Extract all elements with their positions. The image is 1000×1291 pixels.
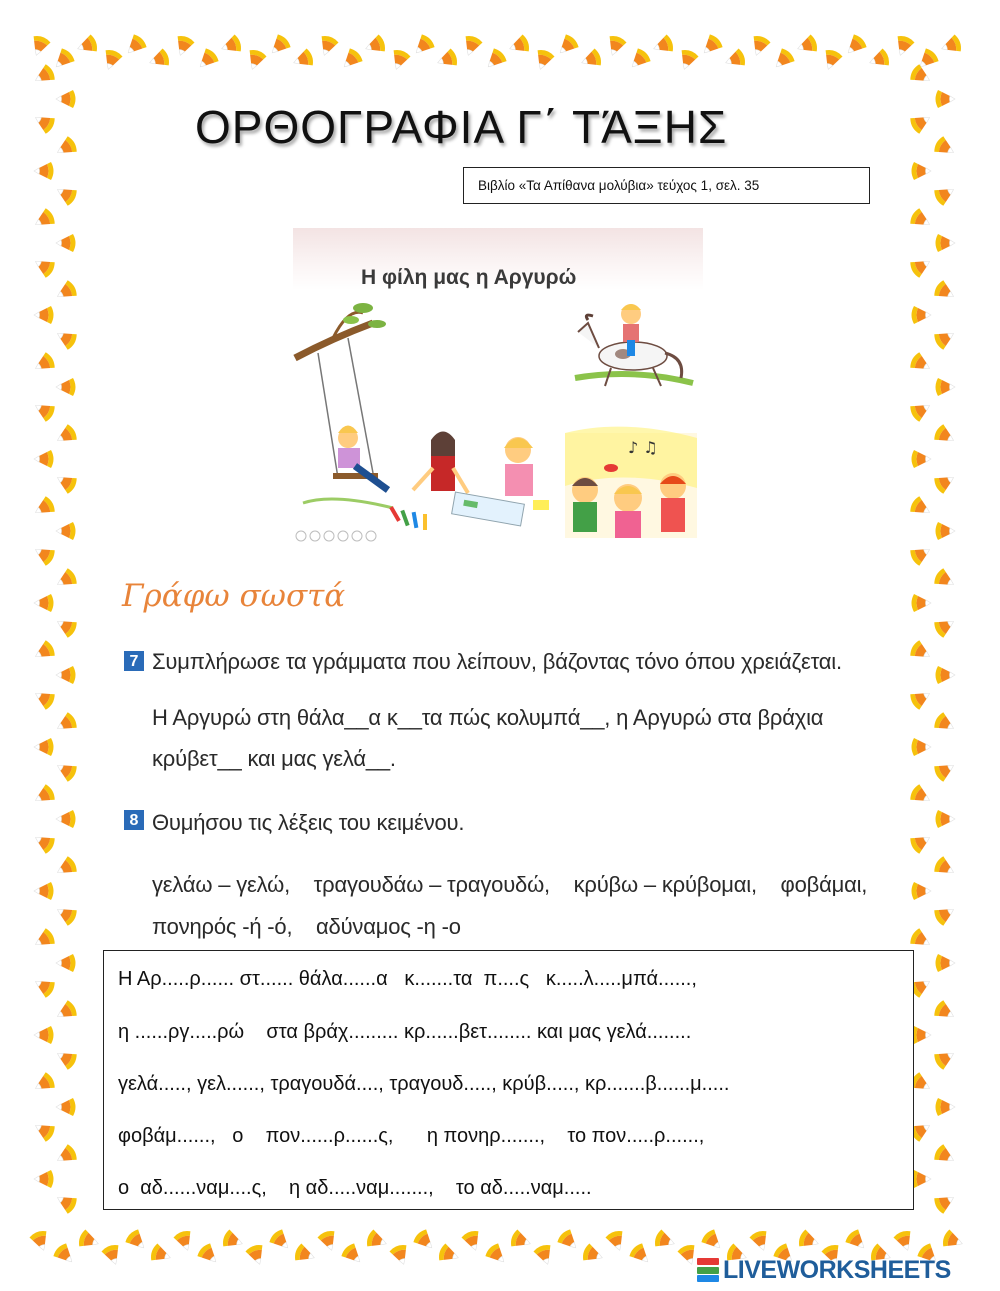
slide-toolbar [296,531,376,541]
candy-corn-icon [556,1228,583,1255]
exercise-7-line-2: κρύβετ__ και μας γελά__. [152,746,396,771]
candy-corn-icon [268,1228,295,1255]
candy-corn-icon [34,1026,54,1044]
candy-corn-icon [912,162,932,180]
candy-corn-icon [56,954,76,972]
candy-corn-icon [749,1229,773,1253]
candy-corn-icon [700,1228,727,1255]
candy-corn-icon [219,34,243,58]
candy-corn-icon [507,34,531,58]
candy-corn-icon [797,1229,821,1253]
candy-corn-icon [31,639,57,664]
candy-corn-icon [244,48,268,72]
candy-corn-icon [844,1228,871,1255]
candy-corn-icon [908,351,934,376]
candy-corn-icon [53,182,79,207]
candy-corn-icon [939,34,963,58]
swing-picture [295,303,393,508]
candy-corn-icon [34,162,54,180]
candy-corn-icon [912,450,932,468]
candy-corn-icon [365,1229,389,1253]
candy-corn-icon [317,1229,341,1253]
candy-corn-icon [509,1229,533,1253]
candy-corn-icon [293,1243,317,1267]
candy-corn-icon [124,1228,151,1255]
live-badge-icon [697,1258,719,1282]
answer-line-2[interactable]: η ......ργ.....ρώ στα βράχ......... κρ......βετ........ και μας γελά........ [118,1021,692,1043]
candy-corn-icon [748,34,772,58]
candy-corn-icon [908,542,934,567]
candy-corn-icon [412,1228,439,1255]
candy-corn-icon [388,48,412,72]
candy-corn-icon [196,1242,223,1269]
candy-corn-icon [932,1046,958,1071]
candy-corn-icon [936,810,956,828]
horse-picture [568,300,696,390]
candy-corn-icon [484,1242,511,1269]
candy-corn-icon [676,48,700,72]
candy-corn-icon [56,90,76,108]
candy-corn-icon [53,470,79,495]
book-source-box: Βιβλίο «Τα Απίθανα μολύβια» τεύχος 1, σελ. 35 [463,167,870,204]
candy-corn-icon [53,711,79,736]
candy-corn-icon [34,882,54,900]
candy-corn-icon [50,47,77,74]
candy-corn-icon [34,594,54,612]
candy-corn-icon [53,1046,79,1071]
candy-corn-icon [75,34,99,58]
candy-corn-icon [245,1243,269,1267]
candy-corn-icon [56,810,76,828]
candy-corn-icon [651,34,675,58]
candy-corn-icon [31,495,57,520]
drawing-picture [389,432,549,531]
candy-corn-icon [795,34,819,58]
story-illustration [293,228,703,546]
candy-corn-icon [867,48,891,72]
candy-corn-icon [482,47,509,74]
exercise-8-number: 8 [124,810,144,830]
candy-corn-icon [932,1190,958,1215]
candy-corn-icon [932,423,958,448]
candy-corn-icon [53,279,79,304]
candy-corn-icon [581,1243,605,1267]
candy-corn-icon [936,1098,956,1116]
candy-corn-icon [53,758,79,783]
candy-corn-icon [842,33,869,60]
candy-corn-icon [52,1242,79,1269]
candy-corn-icon [56,522,76,540]
candy-corn-icon [28,34,52,58]
candy-corn-icon [908,927,934,952]
candy-corn-icon [56,234,76,252]
candy-corn-icon [316,34,340,58]
candy-corn-icon [53,567,79,592]
candy-corn-icon [912,1026,932,1044]
candy-corn-icon [770,47,797,74]
candy-corn-icon [266,33,293,60]
candy-corn-icon [532,48,556,72]
exercise-7-instruction: Συμπλήρωσε τα γράμματα που λείπουν, βάζοντας τόνο όπου χρειάζεται. [152,649,842,674]
answer-line-1[interactable]: Η Αρ.....ρ...... στ...... θάλα......α κ.......τα π....ς κ.....λ.....μπά......, [118,968,697,990]
candy-corn-icon [100,48,124,72]
logo-text: LIVEWORKSHEETS [723,1256,951,1284]
candy-corn-icon [604,34,628,58]
candy-corn-icon [908,207,934,232]
candy-corn-icon [932,855,958,880]
candy-corn-icon [932,470,958,495]
candy-corn-icon [53,135,79,160]
candy-corn-icon [908,639,934,664]
answer-line-4[interactable]: φοβάμ......, ο πον......ρ......ς, η πονηρ......., το πον.....ρ......, [118,1125,705,1147]
candy-corn-icon [435,48,459,72]
candy-corn-icon [932,999,958,1024]
candy-corn-icon [34,450,54,468]
candy-corn-icon [912,738,932,756]
candy-corn-icon [460,34,484,58]
candy-corn-icon [53,1190,79,1215]
exercise-8-line-2: πονηρός -ή -ό, αδύναμος -η -ο [152,914,461,939]
candy-corn-icon [31,927,57,952]
candy-corn-icon [908,495,934,520]
candy-corn-icon [908,254,934,279]
candy-corn-icon [53,614,79,639]
page-title: ΟΡΘΟΓΡΑΦΙΑ Γ΄ ΤΆΞΗΣ [195,101,728,153]
exercise-7-line-1: Η Αργυρώ στη θάλα__α κ__τα πώς κολυμπά__, η Αργυρώ στα βράχια [152,705,824,730]
candy-corn-icon [893,1229,917,1253]
candy-corn-icon [936,522,956,540]
candy-corn-icon [579,48,603,72]
candy-corn-icon [932,567,958,592]
candy-corn-icon [31,110,57,135]
candy-corn-icon [605,1229,629,1253]
candy-corn-icon [31,398,57,423]
candy-corn-icon [554,33,581,60]
candy-corn-icon [936,234,956,252]
candy-corn-icon [31,542,57,567]
candy-corn-icon [31,254,57,279]
candy-corn-icon [53,902,79,927]
candy-corn-icon [628,1242,655,1269]
candy-corn-icon [56,666,76,684]
candy-corn-icon [912,594,932,612]
candy-corn-icon [34,306,54,324]
answer-line-3[interactable]: γελά....., γελ......, τραγουδά...., τραγουδ....., κρύβ....., κρ.......β......μ..... [118,1073,730,1095]
candy-corn-icon [437,1243,461,1267]
candy-corn-icon [410,33,437,60]
candy-corn-icon [936,378,956,396]
candy-corn-icon [936,666,956,684]
candy-corn-icon [31,1118,57,1143]
candy-corn-icon [912,882,932,900]
answer-line-5[interactable]: ο αδ......ναμ....ς, η αδ.....ναμ......., το αδ.....ναμ..... [118,1177,592,1199]
candy-corn-icon [932,279,958,304]
candy-corn-icon [932,614,958,639]
candy-corn-icon [389,1243,413,1267]
candy-corn-icon [936,954,956,972]
candy-corn-icon [892,34,916,58]
candy-corn-icon [912,306,932,324]
svg-text:♪ ♫: ♪ ♫ [628,438,658,457]
candy-corn-icon [626,47,653,74]
candy-corn-icon [31,686,57,711]
candy-corn-icon [291,48,315,72]
candy-corn-icon [31,830,57,855]
candy-corn-icon [149,1243,173,1267]
candy-corn-icon [908,398,934,423]
candy-corn-icon [932,902,958,927]
illustration-title: Η φίλη μας η Αργυρώ [361,266,577,289]
candy-corn-icon [932,711,958,736]
exercise-7-number: 7 [124,651,144,671]
candy-corn-icon [173,1229,197,1253]
candy-corn-icon [53,855,79,880]
candy-corn-icon [29,1229,53,1253]
candy-corn-icon [653,1229,677,1253]
candy-corn-icon [932,758,958,783]
candy-corn-icon [932,326,958,351]
candy-corn-icon [698,33,725,60]
candy-corn-icon [338,47,365,74]
candy-corn-icon [221,1229,245,1253]
candy-corn-icon [31,351,57,376]
candy-corn-icon [53,1143,79,1168]
candy-corn-icon [53,423,79,448]
candy-corn-icon [723,48,747,72]
section-heading: Γράφω σωστά [122,578,346,614]
candy-corn-icon [31,783,57,808]
singing-picture [565,427,697,538]
candy-corn-icon [77,1229,101,1253]
candy-corn-icon [31,63,57,88]
answer-box [103,950,914,1210]
candy-corn-icon [53,999,79,1024]
candy-corn-icon [363,34,387,58]
candy-corn-icon [461,1229,485,1253]
candy-corn-icon [340,1242,367,1269]
candy-corn-icon [53,326,79,351]
candy-corn-icon [101,1243,125,1267]
exercise-8-line-1: γελάω – γελώ, τραγουδάω – τραγουδώ, κρύβω – κρύβομαι, φοβάμαι, [152,872,868,897]
candy-corn-icon [533,1243,557,1267]
candy-corn-icon [34,738,54,756]
candy-corn-icon [172,34,196,58]
candy-corn-icon [908,110,934,135]
candy-corn-icon [936,90,956,108]
illustration-drawings [293,228,703,546]
exercise-8-instruction: Θυμήσου τις λέξεις του κειμένου. [152,810,465,835]
candy-corn-icon [941,1229,965,1253]
candy-corn-icon [31,974,57,999]
candy-corn-icon [31,207,57,232]
candy-corn-icon [147,48,171,72]
candy-corn-icon [908,686,934,711]
candy-corn-icon [56,378,76,396]
candy-corn-icon [932,182,958,207]
candy-corn-icon [908,783,934,808]
candy-corn-icon [912,1170,932,1188]
candy-corn-icon [820,48,844,72]
candy-corn-icon [31,1071,57,1096]
candy-corn-icon [908,830,934,855]
candy-corn-icon [56,1098,76,1116]
candy-corn-icon [932,135,958,160]
candy-corn-icon [34,1170,54,1188]
candy-corn-icon [932,1143,958,1168]
candy-corn-icon [122,33,149,60]
candy-corn-icon [194,47,221,74]
